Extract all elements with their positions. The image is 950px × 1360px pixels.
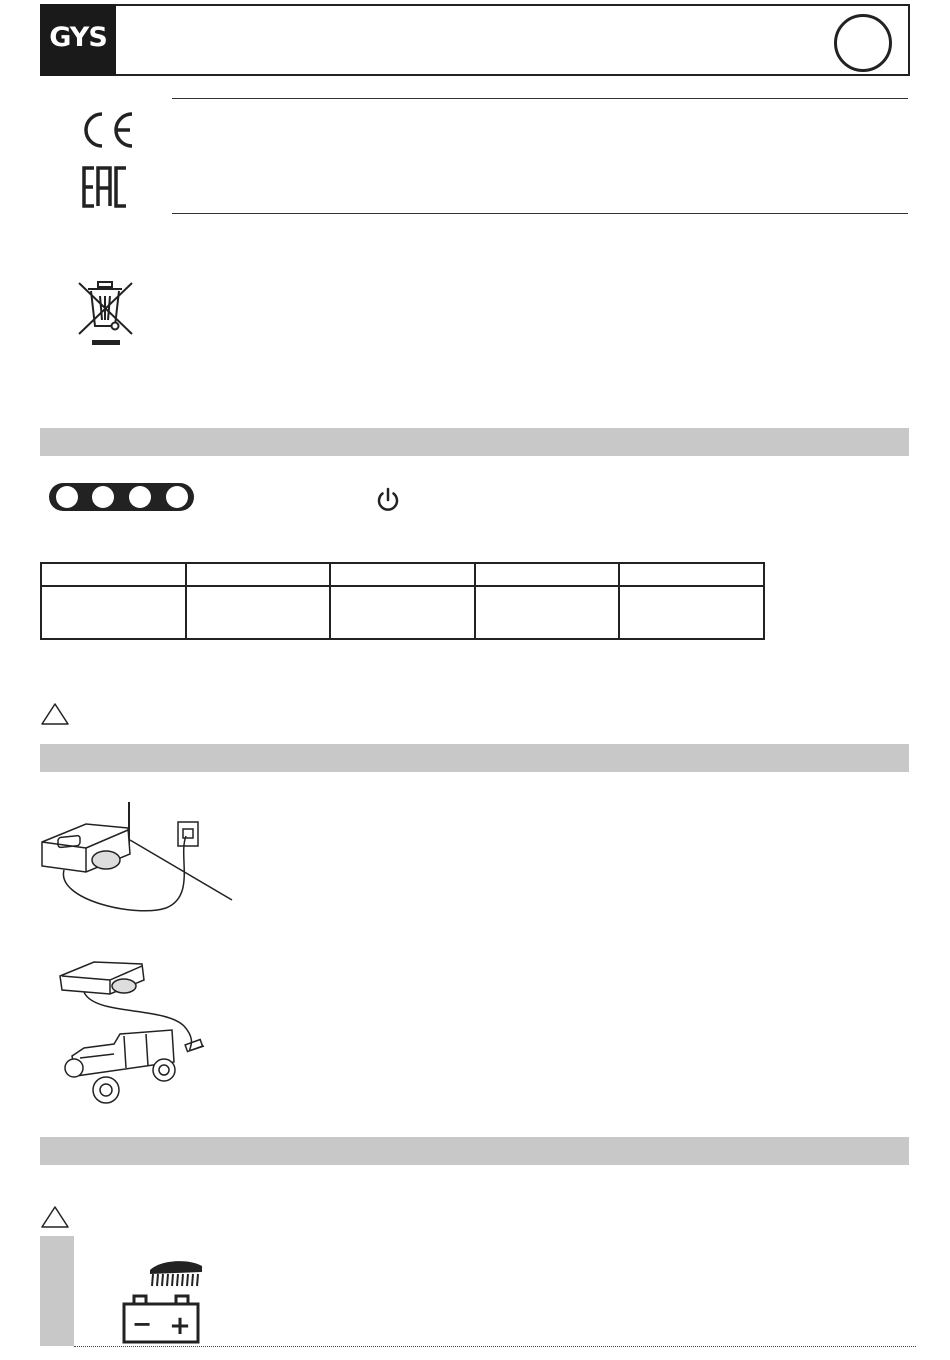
eac-mark-icon bbox=[82, 166, 128, 208]
led-4 bbox=[166, 486, 188, 508]
section-bar-3 bbox=[40, 1137, 909, 1165]
language-circle-icon bbox=[834, 14, 892, 72]
logo-text: GYS bbox=[49, 22, 107, 53]
table-cell bbox=[619, 586, 764, 639]
table-cell bbox=[41, 586, 186, 639]
led-3 bbox=[129, 486, 151, 508]
table-cell bbox=[186, 586, 331, 639]
charger-vehicle-illustration bbox=[54, 956, 224, 1112]
bottom-dotted-rule bbox=[74, 1346, 916, 1347]
divider-bottom bbox=[172, 213, 908, 214]
table-cell bbox=[41, 563, 186, 586]
battery-plus-symbol: + bbox=[169, 1311, 191, 1341]
warning-triangle-icon bbox=[40, 1205, 70, 1229]
table-cell bbox=[330, 563, 475, 586]
table-cell bbox=[475, 586, 620, 639]
ce-mark-icon bbox=[76, 108, 136, 152]
charger-mains-illustration bbox=[36, 800, 246, 922]
section-bar-1 bbox=[40, 428, 909, 456]
led-2 bbox=[92, 486, 114, 508]
spec-table bbox=[40, 562, 765, 640]
table-cell bbox=[475, 563, 620, 586]
table-cell bbox=[619, 563, 764, 586]
crossed-bin-icon bbox=[76, 280, 136, 350]
gys-logo bbox=[40, 4, 116, 76]
table-cell bbox=[186, 563, 331, 586]
brush-icon bbox=[144, 1256, 210, 1290]
table-row bbox=[41, 586, 764, 639]
led-1 bbox=[56, 486, 78, 508]
side-tab-bar bbox=[40, 1236, 74, 1346]
divider-top bbox=[172, 98, 908, 99]
header-frame bbox=[40, 4, 910, 76]
table-cell bbox=[330, 586, 475, 639]
battery-icon bbox=[120, 1292, 202, 1344]
section-bar-2 bbox=[40, 744, 909, 772]
table-header-row bbox=[41, 563, 764, 586]
warning-triangle-icon bbox=[40, 702, 70, 726]
led-indicator-icon bbox=[49, 483, 194, 511]
power-icon bbox=[374, 486, 402, 514]
battery-minus-symbol: − bbox=[131, 1310, 153, 1338]
